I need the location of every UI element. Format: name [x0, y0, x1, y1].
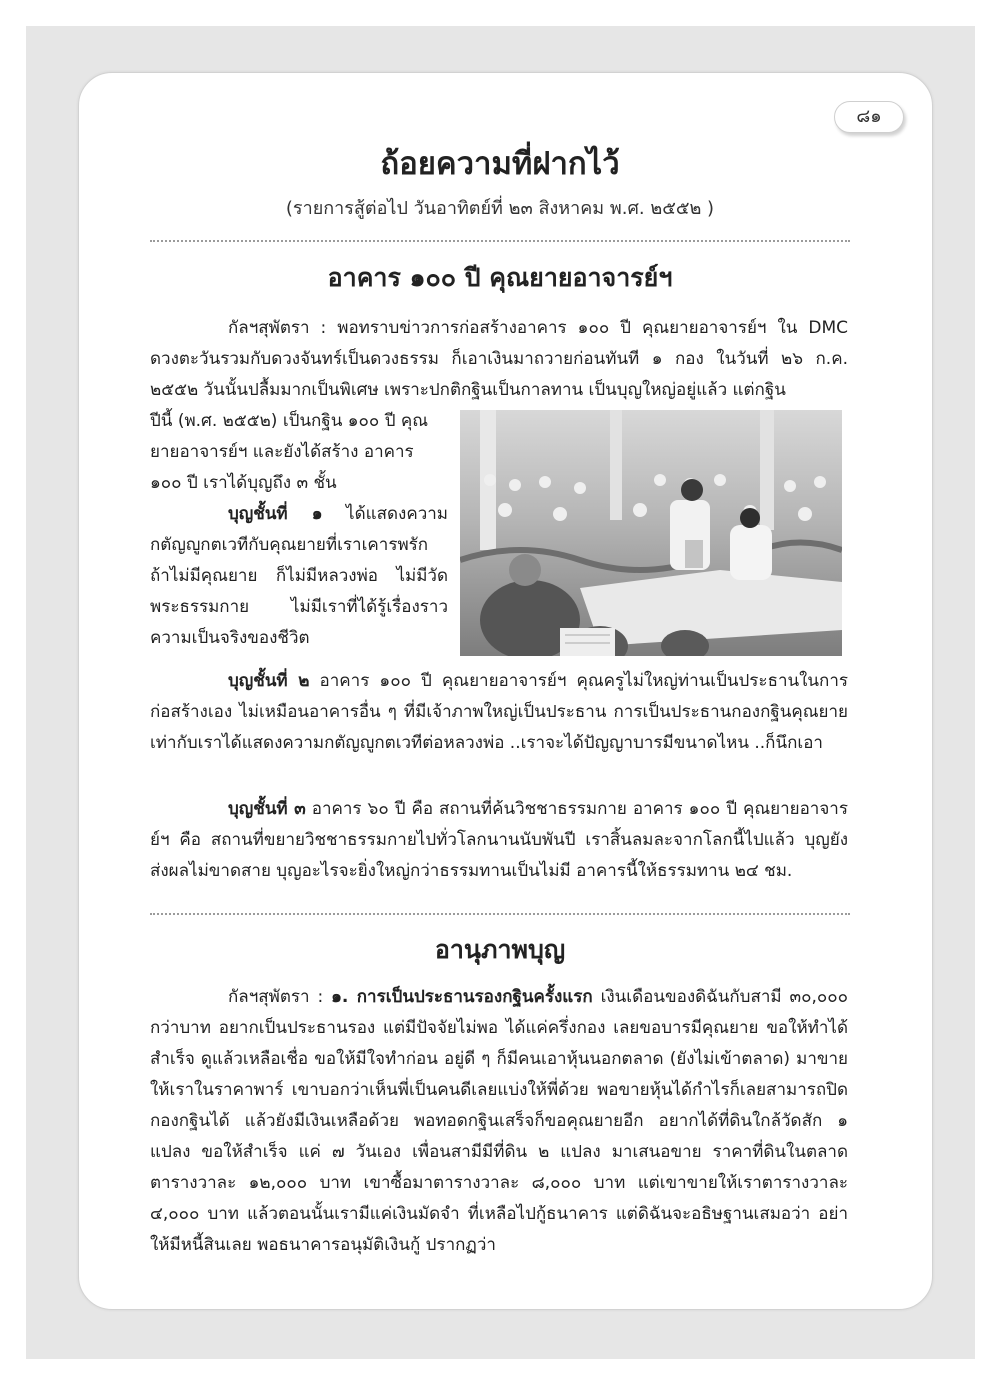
dotted-divider: [150, 913, 850, 915]
paragraph-merit-level-2: [150, 666, 848, 759]
paragraph-intro: กัลฯสุพัตรา : พอทราบข่าวการก่อสร้างอาคาร ๑๐๐ ปี คุณยายอาจารย์ฯ ใน DMC ดวงตะวันรวมกับดวงจันทร์เป็นดวงธรรม ก็เอาเงินมาถวายก่อนทันที ๑ กอง ในวันที่ ๒๖ ก.ค. ๒๕๕๒ วันนั้นปลื้มมากเป็นพิเศษ เพราะปกติกฐินเป็นกาลทาน เป็นบุญใหญ่อยู่แล้ว แต่กฐิน: [150, 318, 848, 400]
paragraph-merit-level-3: [150, 794, 848, 887]
merit-level-2-text: อาคาร ๑๐๐ ปี คุณยายอาจารย์ฯ คุณครูไม่ใหญ่ท่านเป็นประธานในการก่อสร้างเอง ไม่เหมือนอาคารอื่น ๆ ที่มีเจ้าภาพใหญ่เป็นประธาน การเป็นประธานกองกฐินคุณยาย เท่ากับเราได้แสดงความกตัญญูกตเวทีต่อหลวงพ่อ ..เราจะได้ปัญญาบารมีขนาดไหน ..ก็นึกเอา: [150, 671, 848, 753]
page-subtitle: (รายการสู้ต่อไป วันอาทิตย์ที่ ๒๓ สิงหาคม พ.ศ. ๒๕๕๒ ): [285, 198, 715, 219]
merit-level-2-label: บุญชั้นที่ ๒: [228, 671, 310, 691]
item-1-text: เงินเดือนของดิฉันกับสามี ๓๐,๐๐๐ กว่าบาท อยากเป็นประธานรอง แต่มีปัจจัยไม่พอ ได้แค่ครึ่งกอง เลยขอบารมีคุณยาย ขอให้ทำได้สำเร็จ ดูแล้วเหลือเชื่อ ขอให้มีใจทำก่อน อยู่ดี ๆ ก็มีคนเอาหุ้นนอกตลาด (ยังไม่เข้าตลาด) มาขายให้เราในราคาพาร์ เขาบอกว่าเห็นพี่เป็นคนดีเลยแบ่งให้พี่ด้วย พอขายหุ้นได้กำไรก็เลยสามารถปิดกองกฐินได้ แล้วยังมีเงินเหลือด้วย พอทอดกฐินเสร็จก็ขอคุณยายอีก อยากได้ที่ดินใกล้วัดสัก ๑ แปลง ขอให้สำเร็จ แค่ ๗ วันเอง เพื่อนสามีมีที่ดิน ๒ แปลง มาเสนอขาย ราคาที่ดินในตลาด ตารางวาละ ๑๒,๐๐๐ บาท เขาซื้อมาตารางวาละ ๘,๐๐๐ บาท แต่เขาขายให้เราตารางวาละ ๔,๐๐๐ บาท แล้วตอนนั้นเรามีแค่เงินมัดจำ ที่เหลือไปกู้ธนาคาร แต่ดิฉันจะอธิษฐานเสมอว่า อย่าให้มีหนี้สินเลย พอธนาคารอนุมัติเงินกู้ ปรากฏว่า: [150, 987, 849, 1255]
page-number: ๘๑: [834, 101, 904, 133]
paragraph-intro-continued: ปีนี้ (พ.ศ. ๒๕๕๒) เป็นกฐิน ๑๐๐ ปี คุณยายอาจารย์ฯ และยังได้สร้าง อาคาร ๑๐๐ ปี เราได้บุญถึง ๓ ชั้น: [150, 411, 429, 493]
merit-level-1-label: บุญชั้นที่ ๑: [228, 504, 323, 524]
section-heading-power-of-merit: อานุภาพบุญ: [434, 935, 566, 964]
ceremony-photo-illustration: [460, 410, 842, 656]
dotted-divider: [150, 240, 850, 242]
merit-level-3-label: บุญชั้นที่ ๓: [228, 799, 306, 819]
item-1-label: ๑. การเป็นประธานรองกฐินครั้งแรก: [331, 987, 593, 1007]
section-heading-building: อาคาร ๑๐๐ ปี คุณยายอาจารย์ฯ: [327, 263, 673, 292]
merit-level-3-text: อาคาร ๖๐ ปี คือ สถานที่ค้นวิชชาธรรมกาย อาคาร ๑๐๐ ปี คุณยายอาจารย์ฯ คือ สถานที่ขยายวิชชาธรรมกายไปทั่วโลกนานนับพันปี เราสิ้นลมละจากโลกนี้ไปแล้ว บุญยังส่งผลไม่ขาดสาย บุญอะไรจะยิ่งใหญ่กว่าธรรมทานเป็นไม่มี อาคารนี้ให้ธรรมทาน ๒๔ ชม.: [150, 799, 848, 881]
ceremony-photo: [460, 410, 842, 656]
page-title: ถ้อยความที่ฝากไว้: [380, 146, 620, 182]
speaker-label: กัลฯสุพัตรา :: [228, 987, 332, 1007]
paragraph-merit-level-1: [150, 499, 448, 654]
paragraph-power-of-merit: [150, 982, 848, 1261]
merit-level-1-text: ได้แสดงความกตัญญูกตเวทีกับคุณยายที่เราเคารพรัก ถ้าไม่มีคุณยาย ก็ไม่มีหลวงพ่อ ไม่มีวัดพระธรรมกาย ไม่มีเราที่ได้รู้เรื่องราวความเป็นจริงของชีวิต: [150, 504, 448, 648]
